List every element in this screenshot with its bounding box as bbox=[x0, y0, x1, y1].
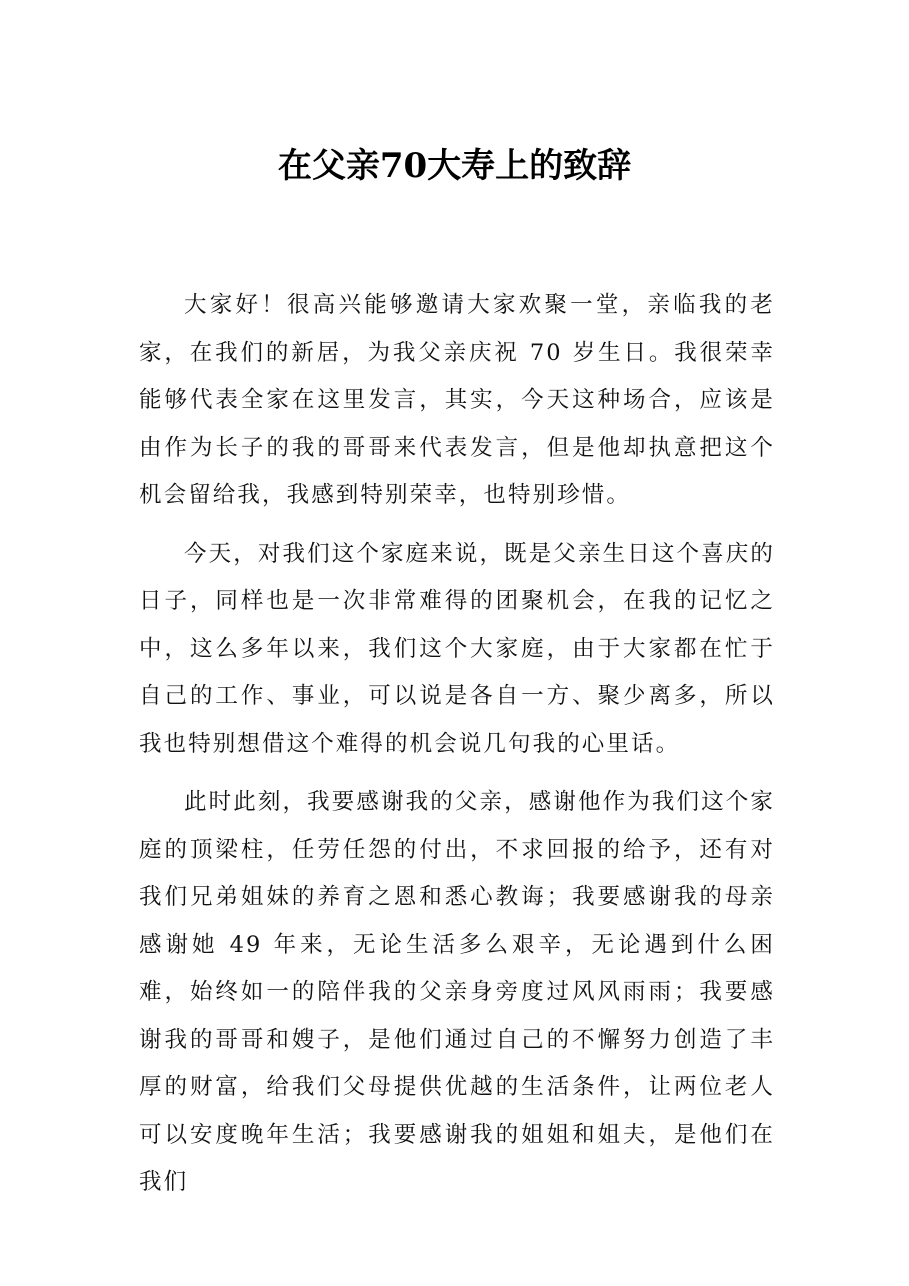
paragraph-3: 此时此刻，我要感谢我的父亲，感谢他作为我们这个家庭的顶梁柱，任劳任怨的付出，不求回报的给予，还有对我们兄弟姐妹的养育之恩和悉心教诲；我要感谢我的母亲感谢她 49 年来，无论生活多么艰辛，无论遇到什么困难，始终如一的陪伴我的父亲身旁度过风风雨雨；我要感谢我的哥哥和嫂子，是他们通过自己的不懈努力创造了丰厚的财富，给我们父母提供优越的生活条件，让两位老人可以安度晚年生活；我要感谢我的姐姐和姐夫，是他们在我们 bbox=[139, 789, 775, 1195]
paragraph-1: 大家好！很高兴能够邀请大家欢聚一堂，亲临我的老家，在我们的新居，为我父亲庆祝 70 岁生日。我很荣幸能够代表全家在这里发言，其实，今天这种场合，应该是由作为长子的我的哥哥来代表发言，但是他却执意把这个机会留给我，我感到特别荣幸，也特别珍惜。 bbox=[139, 292, 775, 508]
document-title: 在父亲70大寿上的致辞 bbox=[277, 146, 632, 186]
document-body bbox=[139, 282, 775, 1218]
paragraph-2: 今天，对我们这个家庭来说，既是父亲生日这个喜庆的日子，同样也是一次非常难得的团聚机会，在我的记忆之中，这么多年以来，我们这个大家庭，由于大家都在忙于自己的工作、事业，可以说是各自一方、聚少离多，所以我也特别想借这个难得的机会说几句我的心里话。 bbox=[139, 540, 775, 757]
